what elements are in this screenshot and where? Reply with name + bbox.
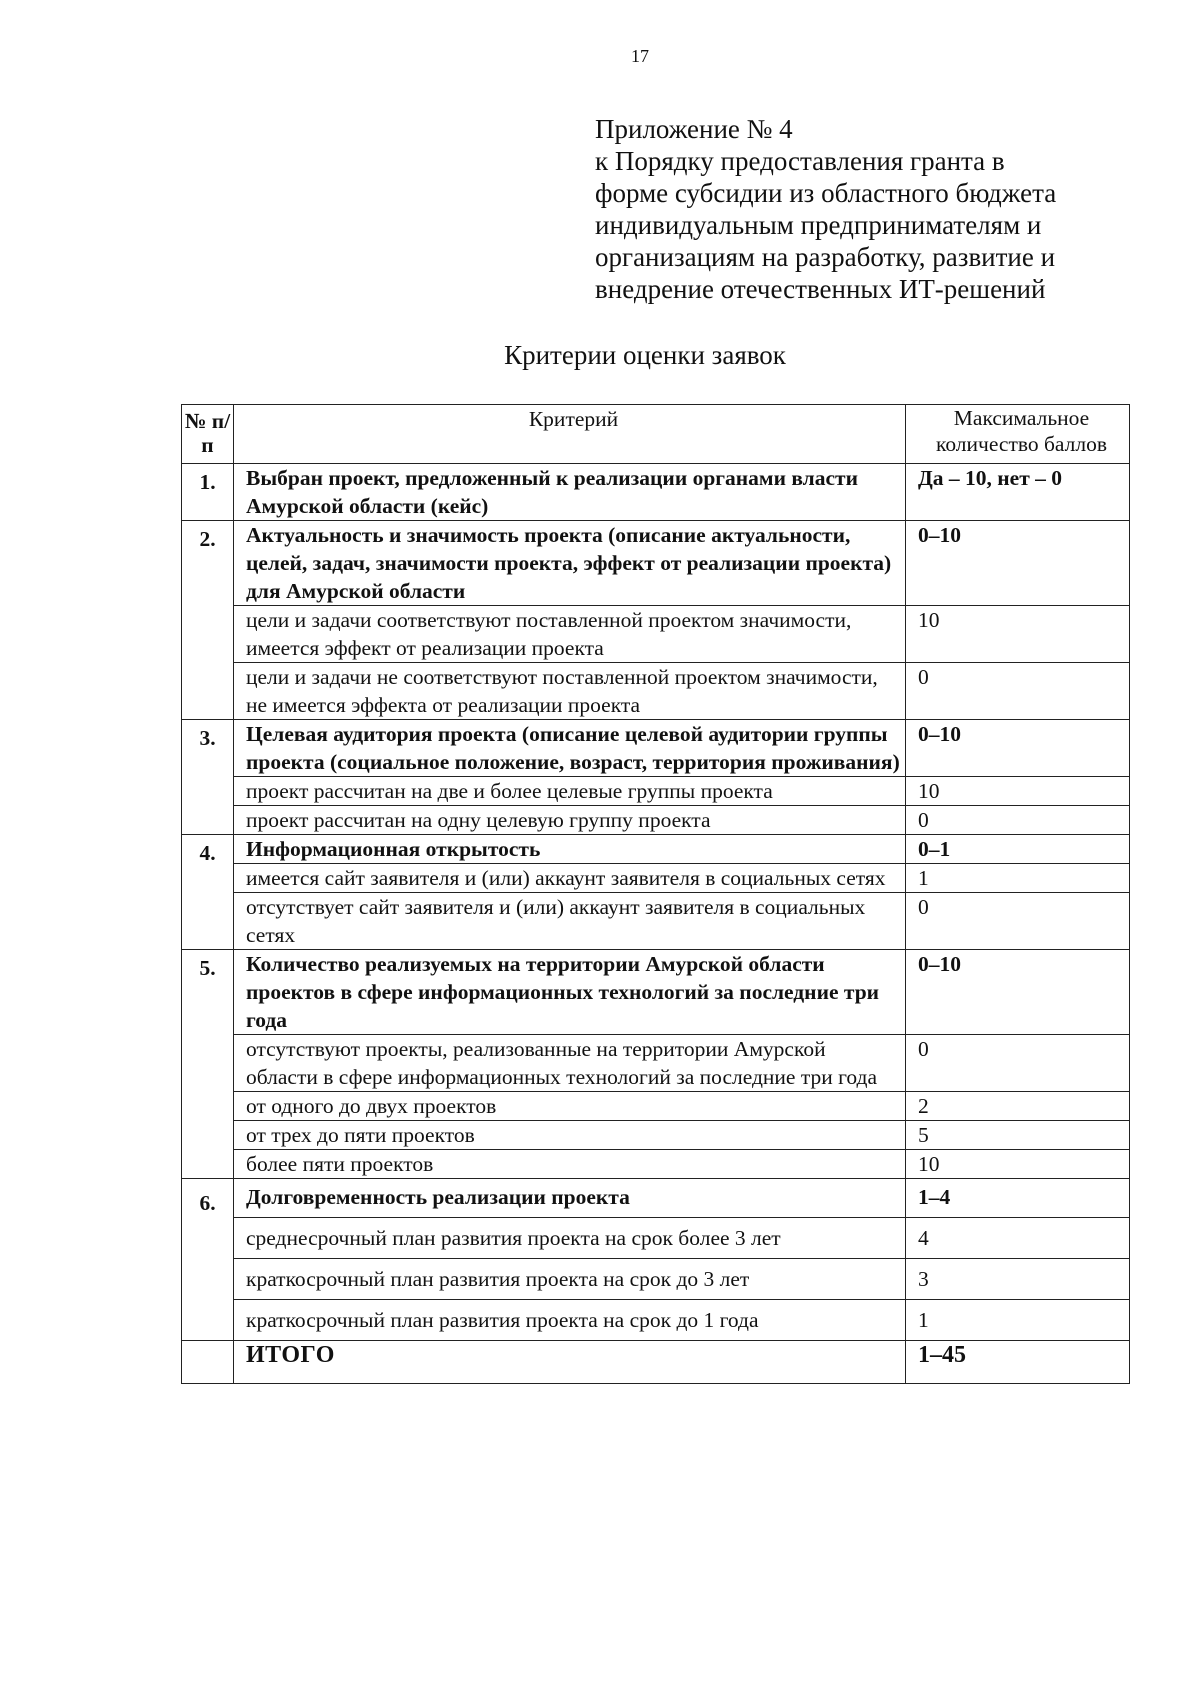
score-value: 0–10 — [906, 521, 1130, 606]
table-row — [182, 1035, 1130, 1092]
criterion-text: среднесрочный план развития проекта на срок более 3 лет — [234, 1218, 906, 1259]
appendix-line: форме субсидии из областного бюджета — [595, 178, 1057, 208]
table-row — [182, 1150, 1130, 1179]
table-row — [182, 606, 1130, 663]
table-row — [182, 864, 1130, 893]
score-value: 10 — [906, 606, 1130, 663]
page-number: 17 — [631, 46, 649, 66]
table-row — [182, 464, 1130, 521]
row-number: 6. — [182, 1179, 234, 1341]
total-score: 1–45 — [906, 1341, 1130, 1384]
criterion-text: Информационная открытость — [234, 835, 906, 864]
criteria-table — [181, 404, 1130, 1384]
appendix-line: внедрение отечественных ИТ-решений — [595, 274, 1046, 304]
table-row — [182, 1300, 1130, 1341]
criterion-text: Актуальность и значимость проекта (описание актуальности, целей, задач, значимости проекта, эффект от реализации проекта) для Амурской области — [234, 521, 906, 606]
score-value: 10 — [906, 1150, 1130, 1179]
row-number: 1. — [182, 464, 234, 521]
criterion-text: Долговременность реализации проекта — [234, 1179, 906, 1218]
criterion-text: цели и задачи соответствуют поставленной проектом значимости, имеется эффект от реализации проекта — [234, 606, 906, 663]
criterion-text: отсутствуют проекты, реализованные на территории Амурской области в сфере информационных технологий за последние три года — [234, 1035, 906, 1092]
criterion-text: цели и задачи не соответствуют поставленной проектом значимости, не имеется эффекта от реализации проекта — [234, 663, 906, 720]
score-value: 1–4 — [906, 1179, 1130, 1218]
table-row — [182, 835, 1130, 864]
criterion-text: Выбран проект, предложенный к реализации органами власти Амурской области (кейс) — [234, 464, 906, 521]
score-value: 1 — [906, 1300, 1130, 1341]
table-row — [182, 1092, 1130, 1121]
criterion-text: краткосрочный план развития проекта на срок до 1 года — [234, 1300, 906, 1341]
total-row — [182, 1341, 1130, 1384]
criterion-text: Целевая аудитория проекта (описание целевой аудитории группы проекта (социальное положение, возраст, территория проживания) — [234, 720, 906, 777]
score-value: 10 — [906, 777, 1130, 806]
table-row — [182, 777, 1130, 806]
header-criterion: Критерий — [234, 405, 906, 464]
appendix-header — [595, 113, 1155, 305]
document-title: Критерии оценки заявок — [504, 340, 786, 370]
criterion-text: проект рассчитан на одну целевую группу проекта — [234, 806, 906, 835]
score-value: Да – 10, нет – 0 — [906, 464, 1130, 521]
score-value: 4 — [906, 1218, 1130, 1259]
header-score: Максимальное количество баллов — [906, 405, 1130, 464]
criterion-text: имеется сайт заявителя и (или) аккаунт заявителя в социальных сетях — [234, 864, 906, 893]
appendix-line: к Порядку предоставления гранта в — [595, 146, 1005, 176]
table-row — [182, 521, 1130, 606]
criterion-text: Количество реализуемых на территории Амурской области проектов в сфере информационных технологий за последние три года — [234, 950, 906, 1035]
total-empty-cell — [182, 1341, 234, 1384]
score-value: 0–1 — [906, 835, 1130, 864]
appendix-line: организациям на разработку, развитие и — [595, 242, 1056, 272]
table-header-row — [182, 405, 1130, 464]
table-row — [182, 1259, 1130, 1300]
table-row — [182, 806, 1130, 835]
score-value: 0 — [906, 806, 1130, 835]
appendix-line: индивидуальным предпринимателям и — [595, 210, 1042, 240]
table-row — [182, 1218, 1130, 1259]
total-label: ИТОГО — [234, 1341, 906, 1384]
score-value: 1 — [906, 864, 1130, 893]
table-row — [182, 720, 1130, 777]
header-num: № п/п — [182, 405, 234, 464]
criterion-text: проект рассчитан на две и более целевые группы проекта — [234, 777, 906, 806]
table-row — [182, 950, 1130, 1035]
criterion-text: от одного до двух проектов — [234, 1092, 906, 1121]
criterion-text: от трех до пяти проектов — [234, 1121, 906, 1150]
score-value: 0–10 — [906, 950, 1130, 1035]
score-value: 5 — [906, 1121, 1130, 1150]
table-row — [182, 663, 1130, 720]
table-row — [182, 1179, 1130, 1218]
appendix-line: Приложение № 4 — [595, 114, 793, 144]
table-row — [182, 1121, 1130, 1150]
row-number: 4. — [182, 835, 234, 950]
criterion-text: краткосрочный план развития проекта на срок до 3 лет — [234, 1259, 906, 1300]
table-row — [182, 893, 1130, 950]
score-value: 3 — [906, 1259, 1130, 1300]
score-value: 0 — [906, 663, 1130, 720]
criterion-text: более пяти проектов — [234, 1150, 906, 1179]
score-value: 0–10 — [906, 720, 1130, 777]
score-value: 2 — [906, 1092, 1130, 1121]
score-value: 0 — [906, 1035, 1130, 1092]
score-value: 0 — [906, 893, 1130, 950]
row-number: 2. — [182, 521, 234, 720]
row-number: 3. — [182, 720, 234, 835]
criterion-text: отсутствует сайт заявителя и (или) аккаунт заявителя в социальных сетях — [234, 893, 906, 950]
row-number: 5. — [182, 950, 234, 1179]
